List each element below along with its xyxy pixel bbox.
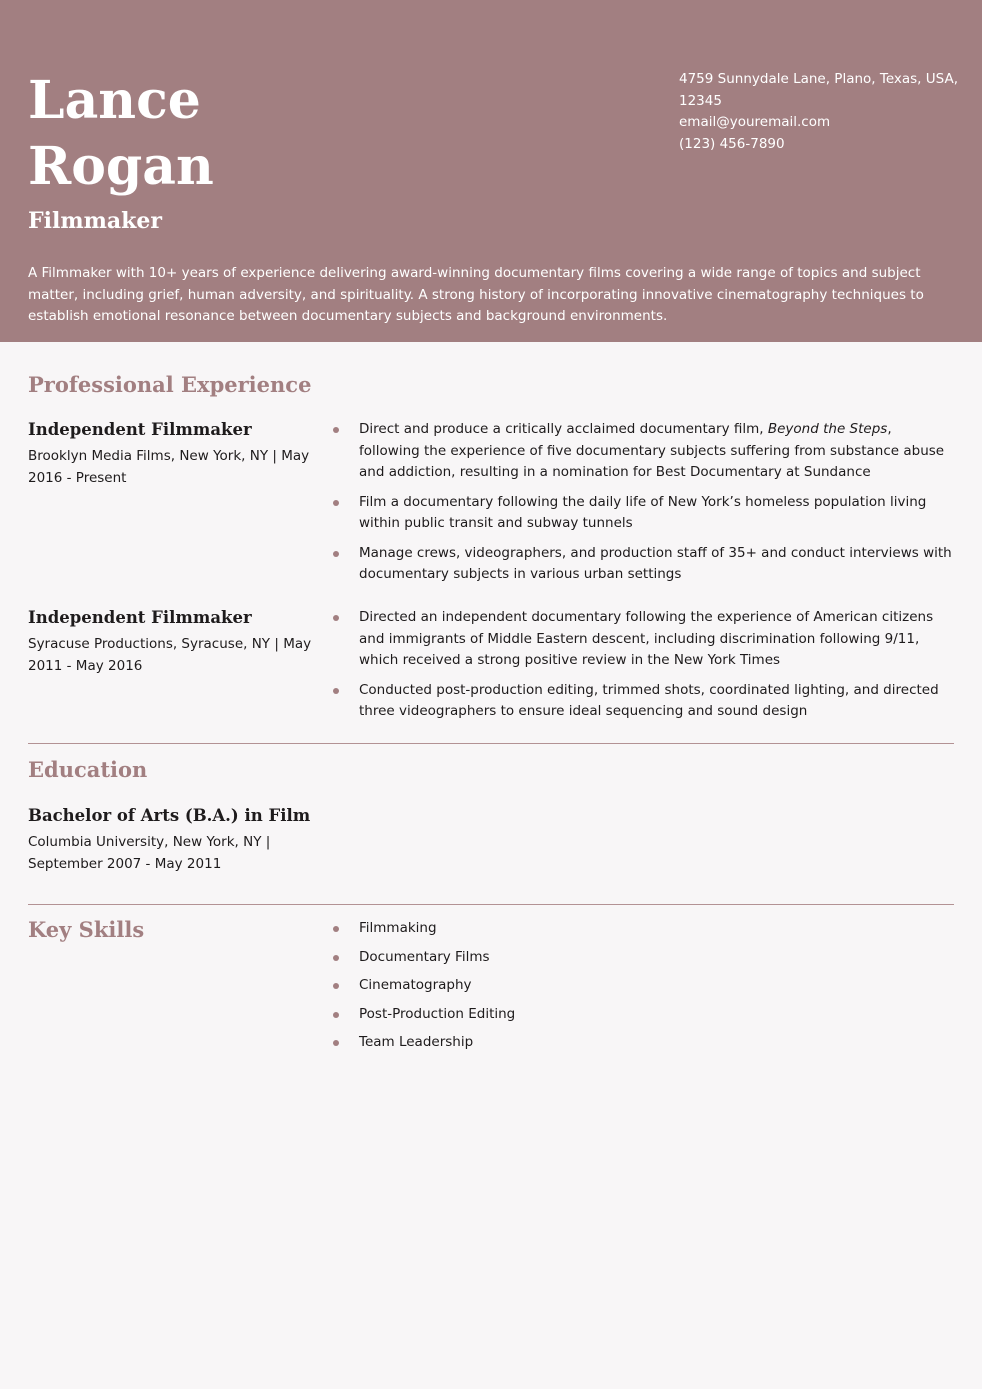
skill-item: [333, 1004, 953, 1026]
bullet-item: [333, 419, 953, 484]
job-entry: [28, 419, 954, 582]
contact-info: [679, 69, 959, 155]
skill-item: [333, 918, 953, 940]
bullet-item: [333, 607, 953, 672]
address-line-1: 4759 Sunnydale Lane, Plano, Texas, USA,: [679, 71, 958, 87]
skill-item: [333, 975, 953, 997]
skill-item: [333, 1032, 953, 1054]
skill-text: Cinematography: [359, 977, 472, 993]
first-name: Lance: [28, 70, 201, 131]
bullet-dot: [333, 1040, 339, 1046]
bullet-item: [333, 492, 953, 535]
summary: A Filmmaker with 10+ years of experience delivering award-winning documentary films covering a wide range of topics and subject matter, including grief, human adversity, and spirituality. A strong history of incorporating innovative cinematography techniques to establish emotional resonance between documentary subjects and background environments.: [28, 265, 924, 324]
education-entry: [28, 805, 954, 875]
job-role: Independent Filmmaker: [28, 608, 252, 627]
resume-header: [0, 0, 982, 342]
address-line-2: 12345: [679, 92, 722, 109]
bullet-dot: [333, 1012, 339, 1018]
experience-heading: Professional Experience: [28, 372, 312, 397]
skill-text: Team Leadership: [359, 1034, 474, 1050]
bullet-dot: [333, 983, 339, 989]
bullet-dot: [333, 955, 339, 961]
job-title: Filmmaker: [28, 208, 162, 234]
section-divider: [28, 904, 954, 905]
bullet-text: Conducted post-production editing, trimmed shots, coordinated lighting, and directed three videographers to ensure ideal sequencing and sound design: [359, 681, 939, 719]
job-company: Syracuse Productions, Syracuse, NY | May 2011 - May 2016: [28, 636, 312, 674]
skill-text: Filmmaking: [359, 920, 437, 936]
bullet-item: [333, 543, 953, 586]
job-bullets: [333, 607, 953, 731]
section-divider: [28, 743, 954, 744]
bullet-dot: [333, 615, 339, 621]
email: email@youremail.com: [679, 114, 831, 130]
skills-heading: Key Skills: [28, 917, 145, 942]
bullet-text: Film a documentary following the daily life of New York’s homeless population living within public transit and subway tunnels: [359, 493, 927, 531]
job-bullets: [333, 419, 953, 594]
skill-text: Post-Production Editing: [359, 1005, 516, 1022]
phone: (123) 456-7890: [679, 135, 785, 152]
skill-text: Documentary Films: [359, 948, 490, 965]
candidate-name: [28, 68, 214, 200]
bullet-dot: [333, 500, 339, 506]
bullet-dot: [333, 688, 339, 694]
degree: Bachelor of Arts (B.A.) in Film: [28, 806, 311, 825]
job-entry: [28, 607, 954, 719]
skills-list: [333, 918, 953, 1061]
last-name: Rogan: [28, 136, 214, 197]
bullet-dot: [333, 551, 339, 557]
bullet-text: Manage crews, videographers, and production staff of 35+ and conduct interviews with documentary subjects in various urban settings: [359, 544, 952, 582]
bullet-text: Directed an independent documentary following the experience of American citizens and immigrants of Middle Eastern descent, including discrimination following 9/11, which received a strong positive review in the New York Times: [359, 609, 934, 668]
film-title: Beyond the Steps: [767, 421, 888, 437]
bullet-text-pre: Direct and produce a critically acclaimed documentary film,: [359, 421, 768, 437]
bullet-dot: [333, 427, 339, 433]
bullet-text-post: , following the experience of five documentary subjects suffering from substance abuse and addiction, resulting in a nomination for Best Documentary at Sundance: [359, 421, 945, 480]
school: Columbia University, New York, NY | September 2007 - May 2011: [28, 834, 271, 872]
bullet-dot: [333, 926, 339, 932]
skill-item: [333, 947, 953, 969]
job-company: Brooklyn Media Films, New York, NY | May 2016 - Present: [28, 448, 310, 486]
bullet-item: [333, 680, 953, 723]
job-role: Independent Filmmaker: [28, 420, 252, 439]
education-heading: Education: [28, 757, 148, 782]
